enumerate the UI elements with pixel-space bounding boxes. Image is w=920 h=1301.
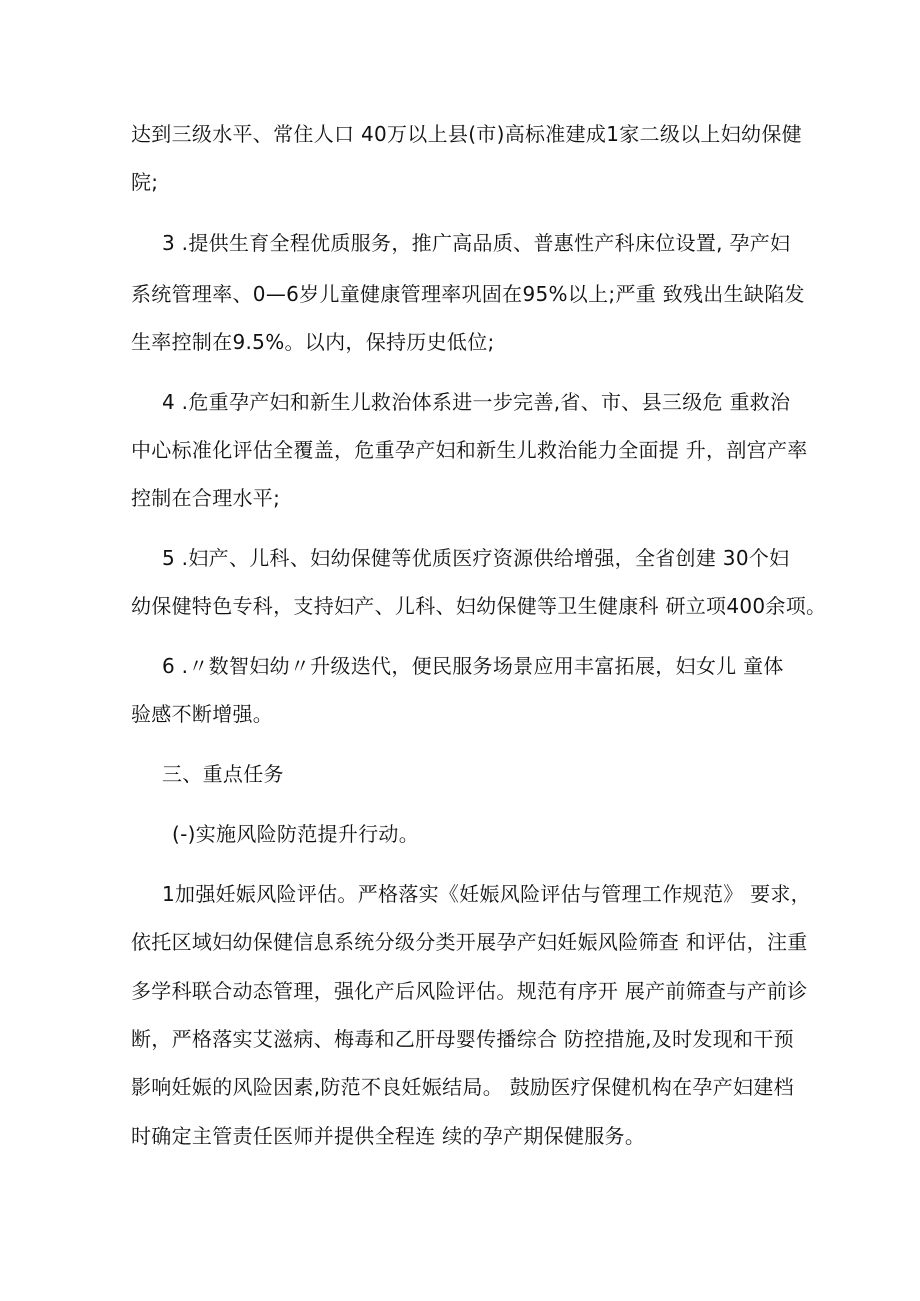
paragraph-line: 时确定主管责任医师并提供全程连 续的孕产期保健服务。 bbox=[131, 1124, 646, 1148]
paragraph-line: 1加强妊娠风险评估。严格落实《妊娠风险评估与管理工作规范》 要求， bbox=[162, 882, 811, 906]
paragraph-line: 3 .提供生育全程优质服务，推广高品质、普惠性产科床位设置, 孕产妇 bbox=[162, 231, 791, 255]
paragraph-line: 多学科联合动态管理，强化产后风险评估。规范有序开 展产前筛查与产前诊 bbox=[131, 979, 808, 1003]
paragraph-line: 5 .妇产、儿科、妇幼保健等优质医疗资源供给增强，全省创建 30个妇 bbox=[162, 546, 790, 570]
paragraph-line: 生率控制在9.5%。以内，保持历史低位; bbox=[131, 330, 495, 354]
paragraph-line: 断，严格落实艾滋病、梅毒和乙肝母婴传播综合 防控措施,及时发现和干预 bbox=[131, 1027, 794, 1051]
paragraph-line: 控制在合理水平; bbox=[131, 486, 281, 510]
paragraph-line: 依托区域妇幼保健信息系统分级分类开展孕产妇妊娠风险筛查 和评估，注重 bbox=[131, 930, 808, 954]
paragraph-line: 幼保健特色专科，支持妇产、儿科、妇幼保健等卫生健康科 研立项400余项。 bbox=[131, 594, 827, 618]
paragraph-line: 4 .危重孕产妇和新生儿救治体系进一步完善,省、市、县三级危 重救治 bbox=[162, 390, 791, 414]
paragraph-line: 系统管理率、0—6岁儿童健康管理率巩固在95%以上;严重 致残出生缺陷发 bbox=[131, 282, 805, 306]
paragraph-line: 中心标准化评估全覆盖，危重孕产妇和新生儿救治能力全面提 升，剖宫产率 bbox=[131, 438, 808, 462]
subsection-heading: (-)实施风险防范提升行动。 bbox=[172, 822, 420, 846]
paragraph-line: 影响妊娠的风险因素,防范不良妊娠结局。 鼓励医疗保健机构在孕产妇建档 bbox=[131, 1075, 794, 1099]
paragraph-line: 验感不断增强。 bbox=[131, 702, 274, 726]
paragraph-line: 6 .〃数智妇幼〃升级迭代，便民服务场景应用丰富拓展，妇女儿 童体 bbox=[162, 654, 784, 678]
paragraph-line: 院; bbox=[131, 170, 159, 194]
section-heading: 三、重点任务 bbox=[162, 762, 284, 786]
paragraph-line: 达到三级水平、常住人口 40万以上县(市)高标准建成1家二级以上妇幼保健 bbox=[131, 122, 802, 146]
